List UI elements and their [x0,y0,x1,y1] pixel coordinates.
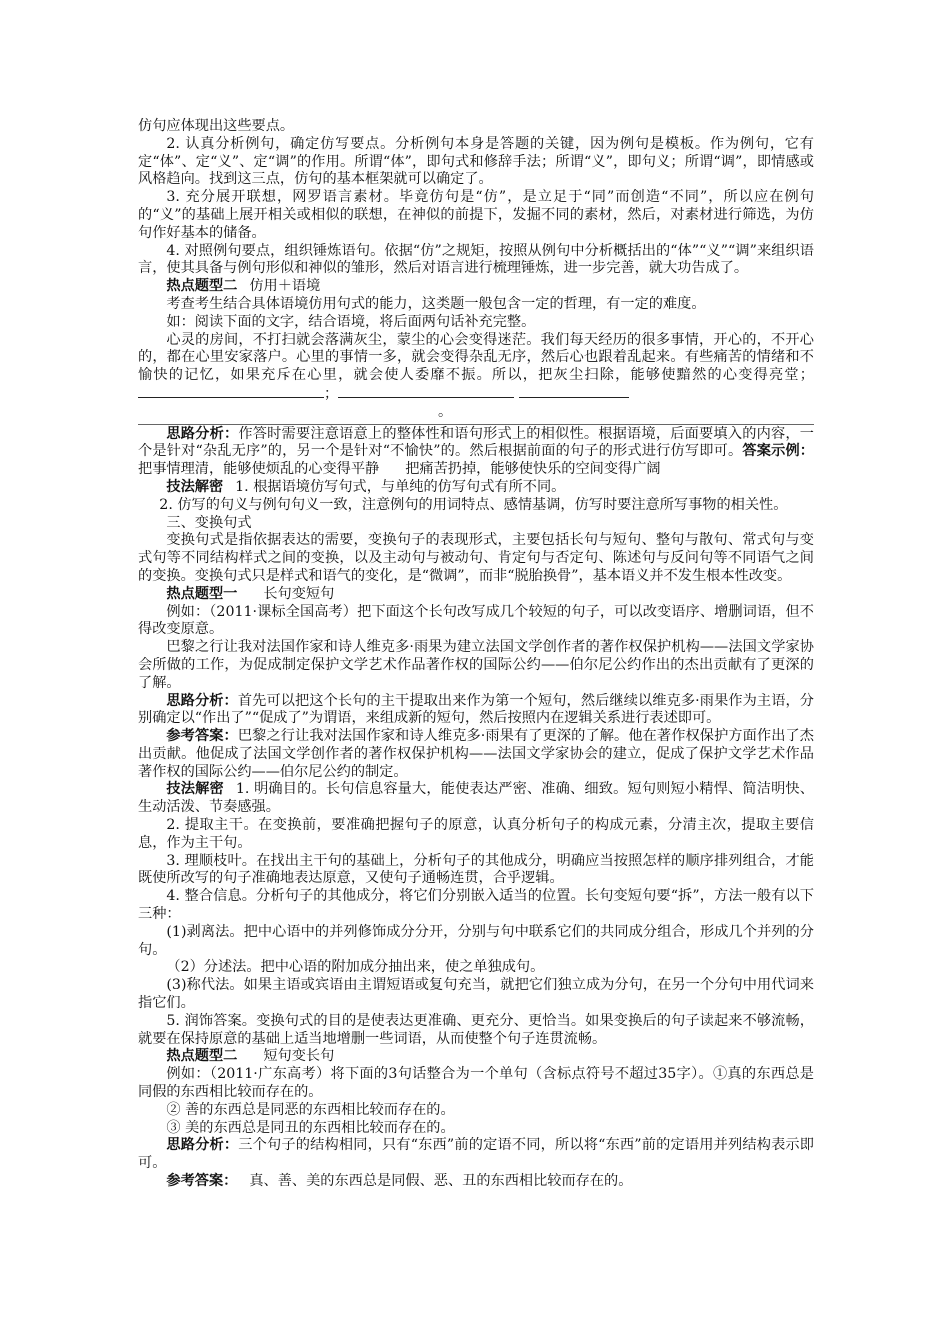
tips-paragraph [138,479,814,497]
tips-label: 技法解密 [166,478,224,495]
section-heading [138,586,814,604]
section-title: 三、变换句式 [166,514,252,531]
tips-label: 技法解密 [166,781,224,798]
analysis-paragraph [138,426,814,479]
paragraph: 3. 充分展开联想，网罗语言素材。毕竟仿句是“仿”，是立足于“同”而创造“不同”，所以应在例句的“义”的基础上展开相关或相似的联想，在神似的前提下，发掘不同的素材，然后，对素材进行筛选，为仿句作好基本的储备。 [138,189,814,241]
paragraph: 例如：（2011·广东高考）将下面的3句话整合为一个单句（含标点符号不超过35字）。①真的东西总是同假的东西相比较而存在的。 [138,1066,814,1101]
paragraph: 2. 仿写的句义与例句句义一致，注意例句的用词特点、感情基调，仿写时要注意所写事物的相关性。 [159,496,788,513]
paragraph: （2）分述法。把中心语的附加成分抽出来，使之单独成句。 [166,959,545,976]
paragraph: 考查考生结合具体语境仿用句式的能力，这类题一般包含一定的哲理，有一定的难度。 [166,295,706,312]
passage: 巴黎之行让我对法国作家和诗人维克多·雨果为建立法国文学创作者的著作权保护机构——法国文学家协会所做的工作，为促成制定保护文学艺术作品著作权的国际公约——伯尔尼公约作出的杰出贡献有了更深的了解。 [138,639,814,691]
answer-paragraph [138,1173,814,1191]
paragraph: 4. 对照例句要点，组织锤炼语句。依据“仿”之规矩，按照从例句中分析概括出的“体”“义”“调”来组织语言，使其具备与例句形似和神似的雏形，然后对语言进行梳理锤炼，进一步完善，就大功告成了。 [138,242,814,277]
passage [138,332,814,404]
punctuation: ； [324,385,339,402]
section-heading [138,278,814,296]
answer-blank-2 [338,385,514,398]
heading-text: 短句变长句 [263,1048,335,1065]
paragraph: (3)称代法。如果主语或宾语由主谓短语或复句充当，就把它们独立成为分句，在另一个分句中用代词来指它们。 [138,977,814,1012]
answer-label: 参考答案： [166,728,238,745]
answer-label: 答案示例： [742,443,814,460]
heading-label: 热点题型一 [166,585,238,602]
heading-text: 仿用＋语境 [249,278,321,295]
analysis-text: 三个句子的结构相同，只有“东西”前的定语不同，所以将“东西”前的定语用并列结构表示即可。 [138,1137,814,1172]
answer-text: 真、善、美的东西总是同假、恶、丑的东西相比较而存在的。 [249,1173,633,1190]
analysis-label: 思路分析： [166,692,238,709]
document-page [138,118,814,1191]
paragraph: 2. 认真分析例句，确定仿写要点。分析例句本身是答题的关键，因为例句是模板。作为例句，它有定“体”、定“义”、定“调”的作用。所谓“体”，即句式和修辞手法；所谓“义”，即句义；所谓“调”，即情感或风格趋向。找到这三点，仿句的基本框架就可以确定了。 [138,135,814,188]
analysis-paragraph [138,693,814,729]
analysis-paragraph [138,1137,814,1173]
tip-text: 1. 根据语境仿写句式，与单纯的仿写句式有所不同。 [235,478,566,495]
paragraph: 5. 润饰答案。变换句式的目的是使表达更准确、更充分、更恰当。如果变换后的句子读起来不够流畅，就要在保持原意的基础上适当地增删一些词语，从而使整个句子连贯流畅。 [138,1012,814,1047]
paragraph: 例如：（2011·课标全国高考）把下面这个长句改写成几个较短的句子，可以改变语序、增删词语，但不得改变原意。 [138,603,814,638]
paragraph: (1)剥离法。把中心语中的并列修饰成分分开，分别与句中联系它们的共同成分组合，形成几个并列的分句。 [138,923,814,958]
analysis-label: 思路分析： [166,425,239,442]
paragraph: 仿句应体现出这些要点。 [138,118,295,134]
paragraph: 变换句式是指依据表达的需要，变换句子的表现形式，主要包括长句与短句、整句与散句、常式句与变式句等不同结构样式之间的变换，以及主动句与被动句、肯定句与否定句、陈述句与反问句等不同语气之间的变换。变换句式只是样式和语气的变化，是“微调”，而非“脱胎换骨”，基本语义并不发生根本性改变。 [138,532,814,584]
heading-label: 热点题型二 [166,1048,238,1065]
heading-label: 热点题型二 [166,278,238,295]
answer-label: 参考答案： [166,1173,238,1190]
answer-text: 把痛苦扔掉，能够使快乐的空间变得广阔 [405,461,661,478]
paragraph: 3. 理顺枝叶。在找出主干句的基础上，分析句子的其他成分，明确应当按照怎样的顺序排列组合，才能既使所改写的句子准确地表达原意，又使句子通畅连贯，合乎逻辑。 [138,852,814,887]
heading-text: 长句变短句 [263,585,335,602]
paragraph: 如：阅读下面的文字，结合语境，将后面两句话补充完整。 [166,313,536,330]
answer-text: 巴黎之行让我对法国作家和诗人维克多·雨果有了更深的了解。他在著作权保护方面作出了杰出贡献。他促成了法国文学创作者的著作权保护机构——法国文学家协会的建立，促成了保护文学艺术作品著作权的国际公约——伯尔尼公约的制定。 [138,728,814,780]
paragraph: 4. 整合信息。分析句子的其他成分，将它们分别嵌入适当的位置。长句变短句要“拆”，方法一般有以下三种： [138,888,814,923]
list-item: ② 善的东西总是同恶的东西相比较而存在的。 [166,1101,455,1118]
paragraph-end: 。 [438,403,453,420]
analysis-text: 作答时需要注意语意上的整体性和语句形式上的相似性。根据语境，后面要填入的内容，一个是针对“杂乱无序”的，另一个是针对“不愉快”的。然后根据前面的句子的形式进行仿写即可。 [138,425,814,460]
section-heading [138,1048,814,1066]
answer-paragraph [138,728,814,781]
divider [138,424,814,425]
paragraph: 2. 提取主干。在变换前，要准确把握句子的原意，认真分析句子的构成元素，分清主次，提取主要信息，作为主干句。 [138,817,814,851]
tips-paragraph [138,781,814,817]
analysis-text: 首先可以把这个长句的主干提取出来作为第一个短句，然后继续以维克多·雨果作为主语，分别确定以“作出了”“促成了”为谓语，来组成新的短句，然后按照内在逻辑关系进行表述即可。 [138,692,814,727]
answer-text: 把事情理清，能够使烦乱的心变得平静 [138,461,380,478]
list-item: ③ 美的东西总是同丑的东西相比较而存在的。 [166,1119,455,1136]
tip-text: 1. 明确目的。长句信息容量大，能使表达严密、准确、细致。短句则短小精悍、简洁明快、生动活泼、节奏感强。 [138,781,814,816]
passage-text: 心灵的房间，不打扫就会落满灰尘，蒙尘的心会变得迷茫。我们每天经历的很多事情，开心的，不开心的，都在心里安家落户。心里的事情一多，就会变得杂乱无序，然后心也跟着乱起来。有些痛苦的情绪和不愉快的记忆，如果充斥在心里，就会使人委靡不振。所以，把灰尘扫除，能够使黯然的心变得亮堂； [138,331,814,384]
answer-blank-2-continued [519,385,629,398]
analysis-label: 思路分析： [166,1137,239,1154]
answer-blank-1 [138,385,324,398]
